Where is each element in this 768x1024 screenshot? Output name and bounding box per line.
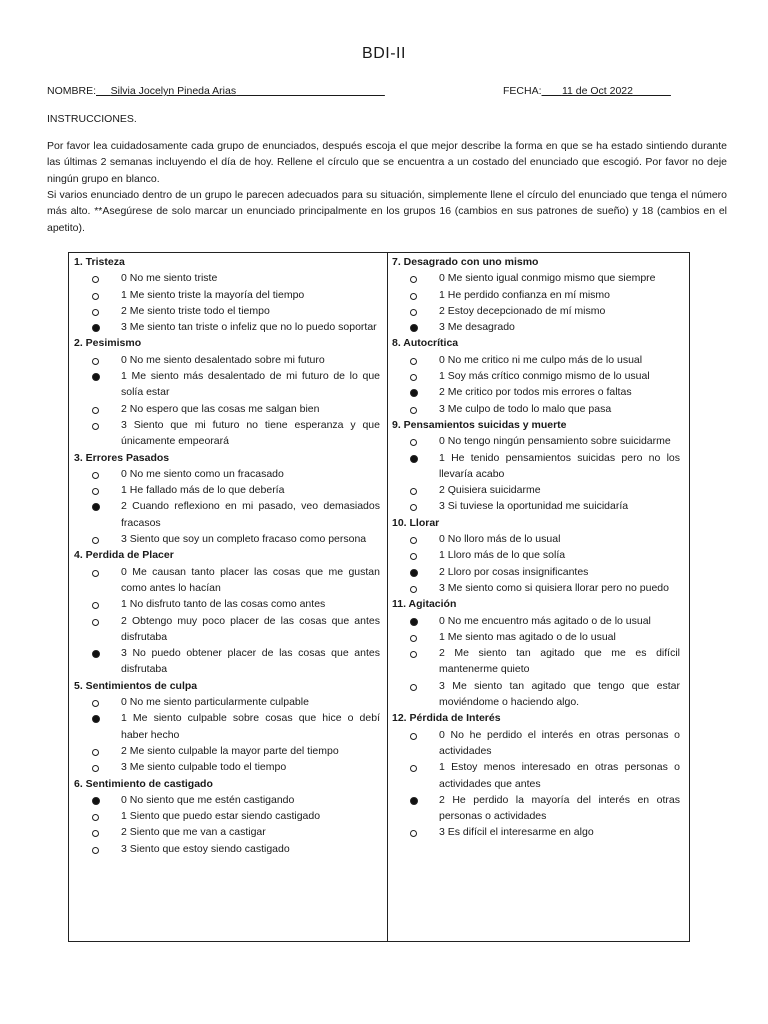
- option-text: 0 No tengo ningún pensamiento sobre suicidarme: [439, 435, 671, 448]
- answer-option[interactable]: [74, 841, 380, 857]
- empty-circle-icon[interactable]: [410, 358, 417, 365]
- option-text: 3 Me desagrado: [439, 321, 515, 334]
- answer-option[interactable]: [74, 596, 380, 612]
- answer-option[interactable]: [392, 613, 680, 629]
- answer-option[interactable]: [392, 531, 680, 547]
- filled-circle-icon[interactable]: [92, 503, 100, 511]
- group-title: 1. Tristeza: [74, 256, 125, 268]
- group-title: 3. Errores Pasados: [74, 451, 170, 464]
- answer-option[interactable]: [392, 384, 680, 400]
- date-row: [503, 85, 671, 97]
- answer-option[interactable]: [74, 564, 380, 597]
- option-text: 1 He perdido confianza en mí mismo: [439, 288, 610, 301]
- filled-circle-icon[interactable]: [410, 324, 418, 332]
- filled-circle-icon[interactable]: [410, 455, 418, 463]
- group-title: 7. Desagrado con uno mismo: [392, 256, 539, 268]
- answer-option[interactable]: [392, 792, 680, 825]
- empty-circle-icon[interactable]: [92, 570, 99, 577]
- empty-circle-icon[interactable]: [92, 814, 99, 821]
- answer-option[interactable]: [74, 613, 380, 646]
- left-column: [74, 254, 380, 857]
- option-text: 1 Estoy menos interesado en otras personas o actividades que antes: [439, 761, 680, 790]
- filled-circle-icon[interactable]: [410, 797, 418, 805]
- empty-circle-icon[interactable]: [92, 749, 99, 756]
- empty-circle-icon[interactable]: [92, 537, 99, 544]
- answer-option[interactable]: [74, 287, 380, 303]
- answer-option[interactable]: [74, 759, 380, 775]
- empty-circle-icon[interactable]: [92, 472, 99, 479]
- empty-circle-icon[interactable]: [410, 586, 417, 593]
- option-text: 0 No siento que me estén castigando: [121, 793, 295, 806]
- date-label: FECHA:: [503, 85, 542, 97]
- answer-option[interactable]: [392, 319, 680, 335]
- right-column: [392, 254, 680, 841]
- empty-circle-icon[interactable]: [410, 553, 417, 560]
- option-text: 0 No me siento desalentado sobre mi futuro: [121, 353, 325, 366]
- answer-option[interactable]: [392, 498, 680, 514]
- document-title: BDI-II: [362, 45, 406, 62]
- answer-option[interactable]: [74, 743, 380, 759]
- name-label: NOMBRE:: [47, 85, 97, 97]
- option-text: 2 Lloro por cosas insignificantes: [439, 565, 589, 578]
- empty-circle-icon[interactable]: [92, 309, 99, 316]
- empty-circle-icon[interactable]: [92, 619, 99, 626]
- empty-circle-icon[interactable]: [92, 602, 99, 609]
- column-divider: [387, 253, 388, 941]
- answer-option[interactable]: [392, 270, 680, 286]
- option-text: 2 Me siento culpable la mayor parte del tiempo: [121, 744, 339, 757]
- option-text: 3 Si tuviese la oportunidad me suicidaría: [439, 500, 629, 513]
- option-text: 2 Estoy decepcionado de mí mismo: [439, 304, 606, 317]
- option-text: 1 He fallado más de lo que debería: [121, 484, 285, 497]
- answer-option[interactable]: [392, 303, 680, 319]
- option-text: 0 No me siento triste: [121, 272, 218, 285]
- answer-option[interactable]: [392, 645, 680, 678]
- answer-option[interactable]: [74, 694, 380, 710]
- empty-circle-icon[interactable]: [92, 765, 99, 772]
- group-title: 5. Sentimientos de culpa: [74, 679, 198, 692]
- empty-circle-icon[interactable]: [410, 374, 417, 381]
- name-row: [47, 85, 385, 97]
- empty-circle-icon[interactable]: [410, 651, 417, 658]
- group-title: 12. Pérdida de Interés: [392, 712, 501, 725]
- empty-circle-icon[interactable]: [410, 684, 417, 691]
- answer-option[interactable]: [74, 466, 380, 482]
- name-value: Silvia Jocelyn Pineda Arias: [110, 85, 237, 97]
- option-text: 2 Me siento tan agitado que me es difícil mantenerme quieto: [439, 647, 680, 676]
- option-text: 1 Lloro más de lo que solía: [439, 549, 566, 562]
- empty-circle-icon[interactable]: [92, 293, 99, 300]
- answer-option[interactable]: [392, 450, 680, 483]
- instructions-paragraph-1: Por favor lea cuidadosamente cada grupo de enunciados, después escoja el que mejor describe la forma en que se ha estado sintiendo durante las últimas 2 semanas incluyendo el día de hoy. Rellene el círculo que se encuentra a un costado del enunciado que escogió. Por favor no deje ningún grupo en blanco.: [47, 140, 727, 185]
- empty-circle-icon[interactable]: [410, 537, 417, 544]
- answer-option[interactable]: [74, 498, 380, 531]
- option-text: 3 Es difícil el interesarme en algo: [439, 826, 594, 839]
- empty-circle-icon[interactable]: [410, 635, 417, 642]
- empty-circle-icon[interactable]: [92, 830, 99, 837]
- option-text: 1 Me siento mas agitado o de lo usual: [439, 630, 616, 643]
- option-text: 0 Me causan tanto placer las cosas que me gustan como antes lo hacían: [121, 565, 380, 594]
- answer-option[interactable]: [392, 368, 680, 384]
- option-text: 0 No me siento como un fracasado: [121, 467, 284, 480]
- answer-option[interactable]: [74, 368, 380, 401]
- empty-circle-icon[interactable]: [410, 407, 417, 414]
- option-text: 0 No me siento particularmente culpable: [121, 696, 309, 709]
- option-text: 2 Me critico por todos mis errores o faltas: [439, 386, 632, 399]
- answer-option[interactable]: [74, 270, 380, 286]
- option-text: 1 Me siento triste la mayoría del tiempo: [121, 288, 305, 301]
- answer-option[interactable]: [74, 401, 380, 417]
- filled-circle-icon[interactable]: [410, 569, 418, 577]
- empty-circle-icon[interactable]: [92, 423, 99, 430]
- empty-circle-icon[interactable]: [410, 765, 417, 772]
- option-text: 1 Me siento más desalentado de mi futuro de lo que solía estar: [121, 370, 380, 399]
- answer-option[interactable]: [392, 727, 680, 760]
- option-text: 2 Obtengo muy poco placer de las cosas que antes disfrutaba: [121, 614, 380, 643]
- option-text: 3 Me siento culpable todo el tiempo: [121, 761, 287, 774]
- answer-option[interactable]: [74, 482, 380, 498]
- group-title: 10. Llorar: [392, 516, 440, 529]
- empty-circle-icon[interactable]: [92, 358, 99, 365]
- option-text: 1 Siento que puedo estar siendo castigado: [121, 810, 321, 823]
- empty-circle-icon[interactable]: [410, 733, 417, 740]
- answer-option[interactable]: [74, 824, 380, 840]
- answer-option[interactable]: [392, 759, 680, 792]
- filled-circle-icon[interactable]: [410, 618, 418, 626]
- filled-circle-icon[interactable]: [92, 324, 100, 332]
- empty-circle-icon[interactable]: [410, 504, 417, 511]
- filled-circle-icon[interactable]: [92, 373, 100, 381]
- answer-option[interactable]: [392, 433, 680, 449]
- answer-option[interactable]: [392, 287, 680, 303]
- filled-circle-icon[interactable]: [92, 650, 100, 658]
- option-text: 2 He perdido la mayoría del interés en otras personas o actividades: [439, 793, 680, 823]
- option-text: 2 Siento que me van a castigar: [121, 826, 266, 839]
- answer-option[interactable]: [392, 547, 680, 563]
- answer-option[interactable]: [74, 792, 380, 808]
- empty-circle-icon[interactable]: [410, 293, 417, 300]
- option-text: 2 Me siento triste todo el tiempo: [121, 304, 270, 317]
- instructions-paragraph-2: Si varios enunciado dentro de un grupo le parecen adecuados para su situación, simplemente llene el círculo del enunciado que tenga el número más alto. **Asegúrese de solo marcar un enunciado principalmente en los grupos 16 (cambios en sus patrones de sueño) y 18 (cambios en el apetito).: [47, 189, 727, 234]
- option-text: 2 Cuando reflexiono en mi pasado, veo demasiados fracasos: [121, 500, 380, 529]
- answer-option[interactable]: [74, 531, 380, 547]
- empty-circle-icon[interactable]: [410, 830, 417, 837]
- answer-option[interactable]: [74, 808, 380, 824]
- option-text: 3 Siento que estoy siendo castigado: [121, 842, 290, 855]
- answer-option[interactable]: [392, 580, 680, 596]
- option-text: 1 He tenido pensamientos suicidas pero no los llevaría acabo: [439, 451, 680, 480]
- answer-option[interactable]: [74, 319, 380, 335]
- instructions-heading: INSTRUCCIONES.: [47, 113, 137, 125]
- date-value: 11 de Oct 2022: [561, 85, 633, 97]
- option-text: 3 Me siento como si quisiera llorar pero no puedo: [439, 581, 669, 594]
- answer-option[interactable]: [392, 678, 680, 711]
- empty-circle-icon[interactable]: [92, 276, 99, 283]
- group-title: 11. Agitación: [392, 598, 457, 611]
- answer-option[interactable]: [74, 352, 380, 368]
- group-title: 2. Pesimismo: [74, 337, 142, 350]
- filled-circle-icon[interactable]: [92, 797, 100, 805]
- answer-option[interactable]: [392, 629, 680, 645]
- option-text: 3 Me culpo de todo lo malo que pasa: [439, 402, 612, 415]
- empty-circle-icon[interactable]: [92, 700, 99, 707]
- group-title: 9. Pensamientos suicidas y muerte: [392, 418, 567, 431]
- option-text: 1 Me siento culpable sobre cosas que hice o debí haber hecho: [121, 712, 380, 741]
- option-text: 3 No puedo obtener placer de las cosas que antes disfrutaba: [121, 647, 380, 676]
- empty-circle-icon[interactable]: [410, 488, 417, 495]
- empty-circle-icon[interactable]: [92, 488, 99, 495]
- option-text: 2 No espero que las cosas me salgan bien: [121, 402, 320, 415]
- answer-option[interactable]: [74, 645, 380, 678]
- empty-circle-icon[interactable]: [410, 439, 417, 446]
- option-text: 1 No disfruto tanto de las cosas como antes: [121, 598, 326, 611]
- option-text: 3 Siento que soy un completo fracaso como persona: [121, 533, 367, 546]
- questionnaire-table: [68, 252, 690, 942]
- answer-option[interactable]: [392, 482, 680, 498]
- answer-option[interactable]: [392, 352, 680, 368]
- option-text: 0 No me critico ni me culpo más de lo usual: [439, 353, 643, 366]
- option-text: 0 No lloro más de lo usual: [439, 533, 561, 546]
- option-text: 1 Soy más crítico conmigo mismo de lo usual: [439, 370, 650, 383]
- option-text: 0 Me siento igual conmigo mismo que siempre: [439, 272, 656, 285]
- option-text: 3 Me siento tan triste o infeliz que no lo puedo soportar: [121, 321, 377, 334]
- answer-option[interactable]: [392, 401, 680, 417]
- answer-option[interactable]: [74, 417, 380, 450]
- group-title: 4. Perdida de Placer: [74, 549, 174, 562]
- answer-option[interactable]: [74, 710, 380, 743]
- option-text: 0 No me encuentro más agitado o de lo usual: [439, 614, 651, 627]
- answer-option[interactable]: [392, 824, 680, 840]
- empty-circle-icon[interactable]: [92, 407, 99, 414]
- empty-circle-icon[interactable]: [92, 847, 99, 854]
- answer-option[interactable]: [392, 564, 680, 580]
- option-text: 3 Siento que mi futuro no tiene esperanza y que únicamente empeorará: [121, 418, 380, 448]
- group-title: 8. Autocrítica: [392, 337, 459, 350]
- empty-circle-icon[interactable]: [410, 309, 417, 316]
- filled-circle-icon[interactable]: [92, 715, 100, 723]
- group-title: 6. Sentimiento de castigado: [74, 777, 213, 790]
- empty-circle-icon[interactable]: [410, 276, 417, 283]
- answer-option[interactable]: [74, 303, 380, 319]
- option-text: 0 No he perdido el interés en otras personas o actividades: [439, 728, 680, 757]
- filled-circle-icon[interactable]: [410, 389, 418, 397]
- option-text: 3 Me siento tan agitado que tengo que estar moviéndome o haciendo algo.: [439, 679, 680, 709]
- option-text: 2 Quisiera suicidarme: [439, 484, 541, 497]
